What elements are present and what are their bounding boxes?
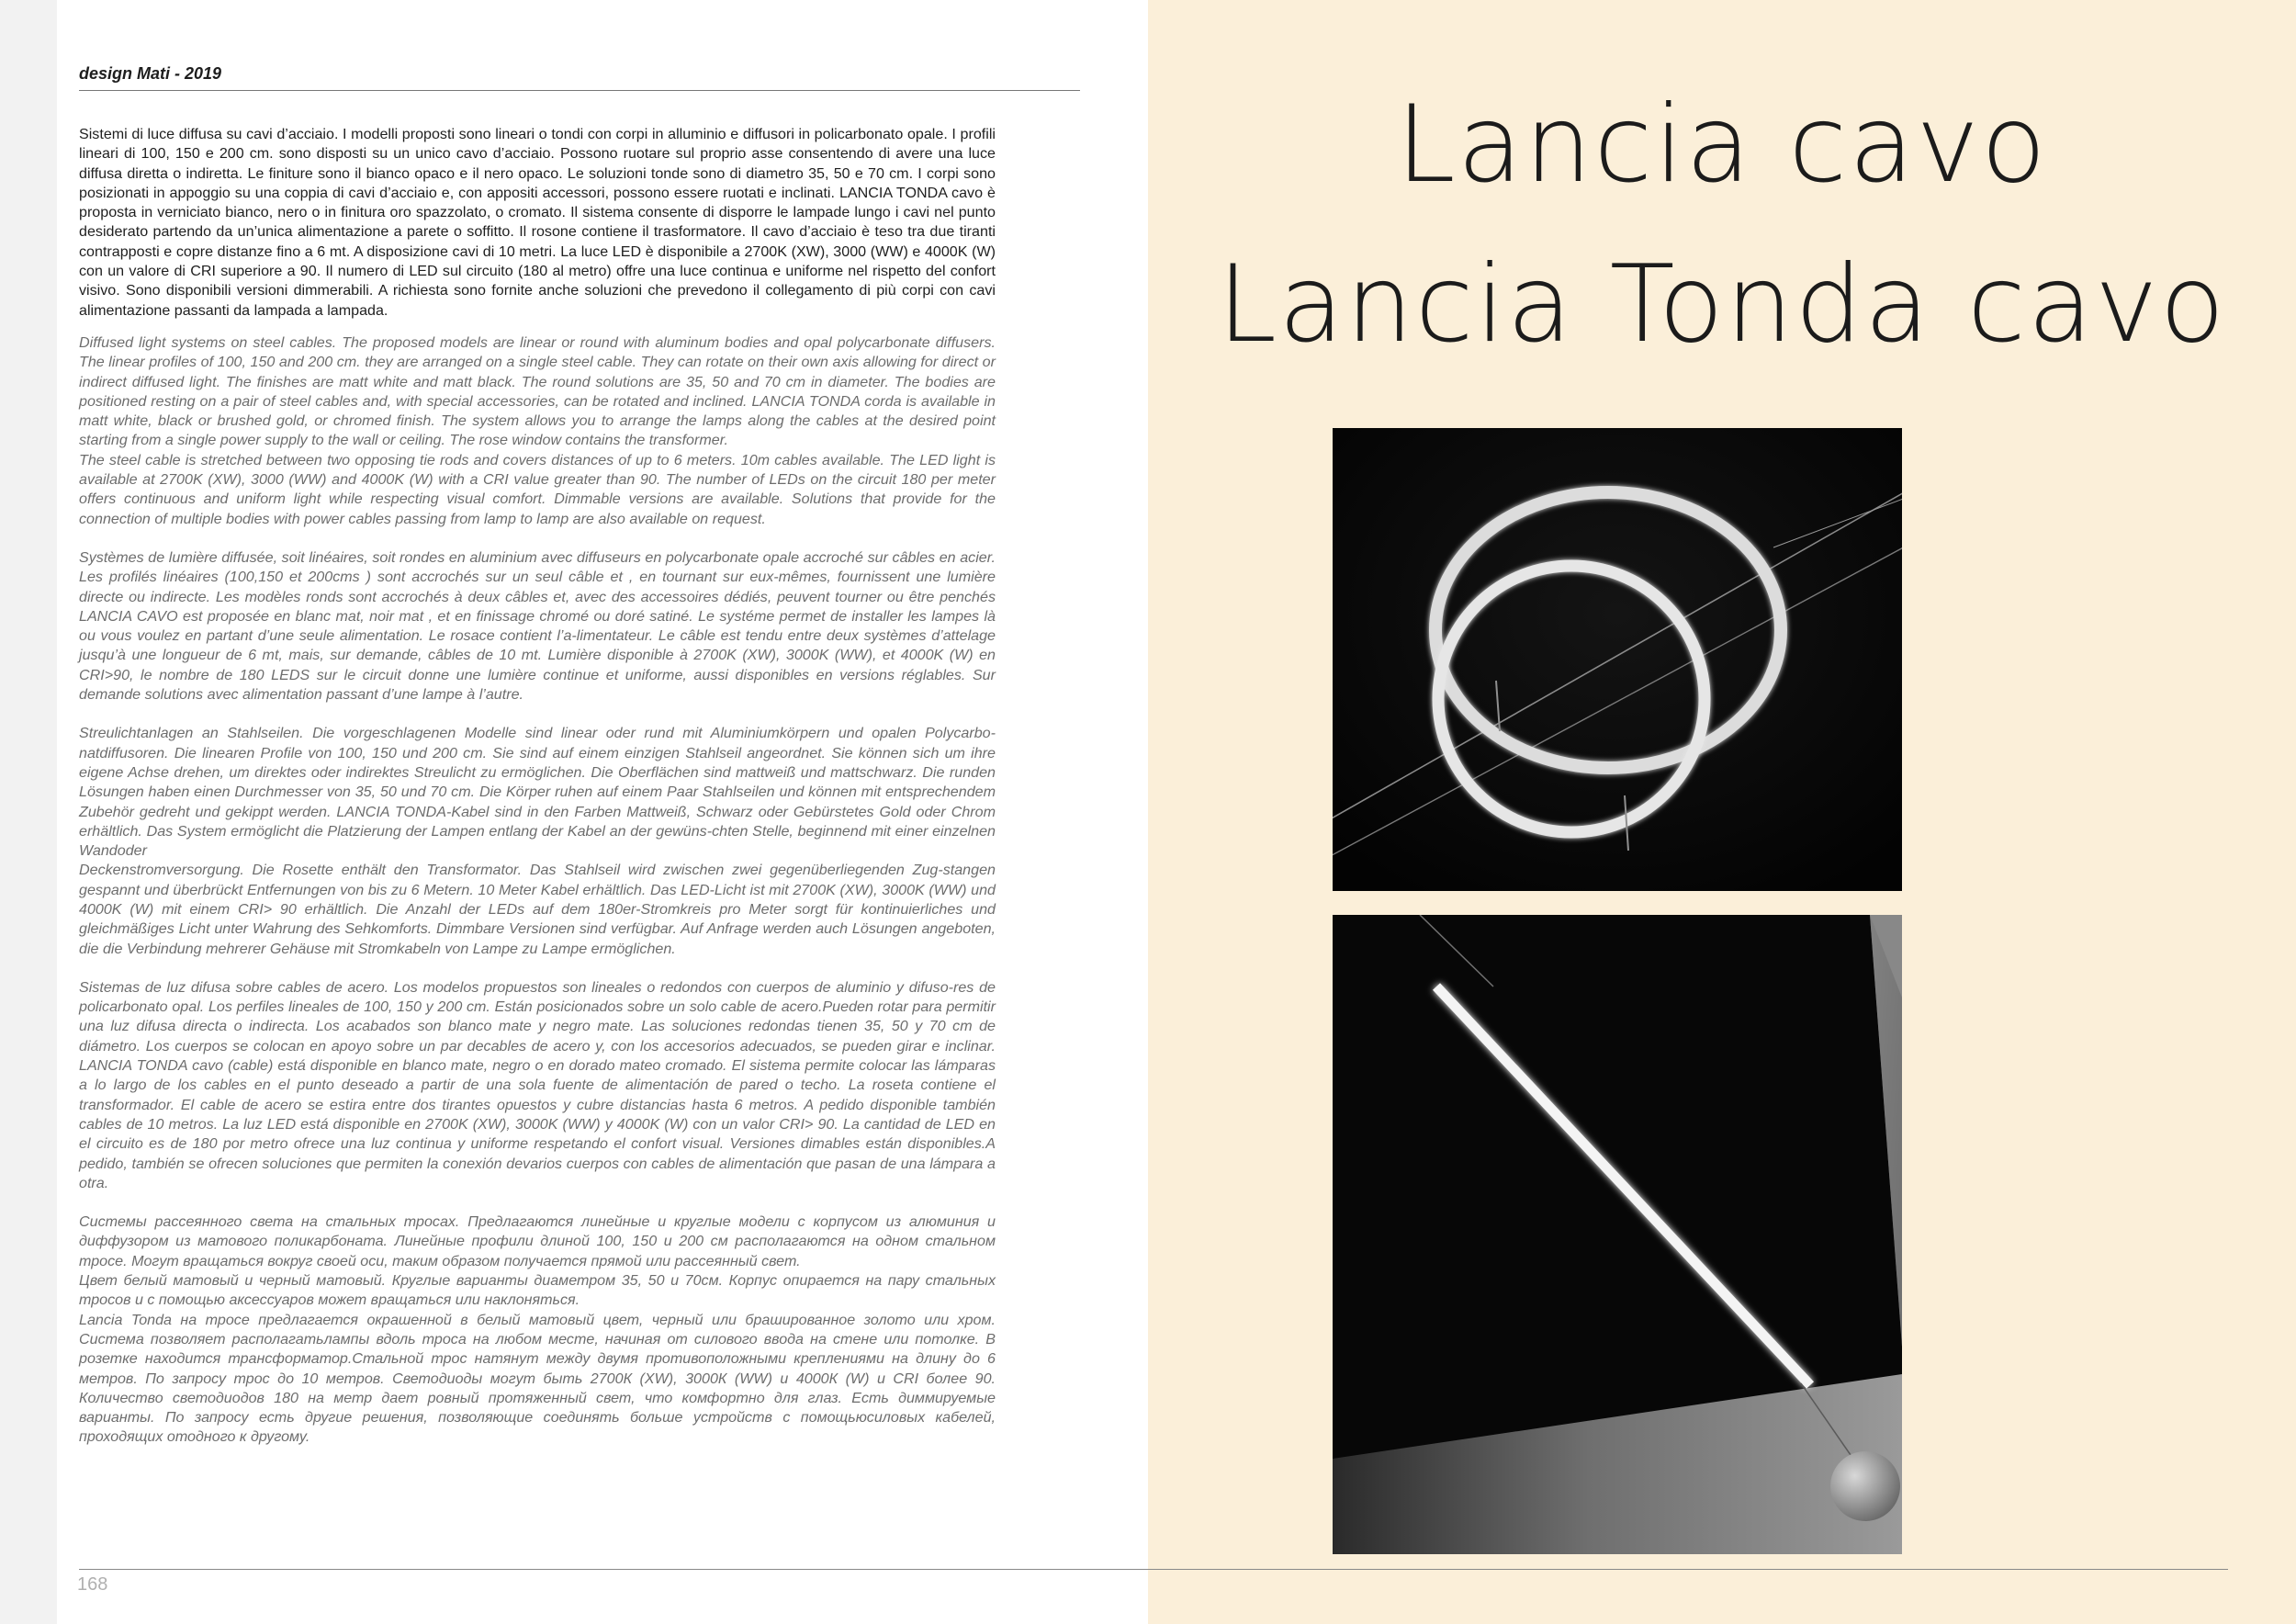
product-title-line2: Lancia Tonda cavo (1217, 242, 2227, 367)
description-russian: Системы рассеянного света на стальных тросах. Предлагаются линейные и круглые модели с корпусом из алюминия и диффузором из матового поликарбоната. Линейные профили длиной 100, 150 и 200 см располагаются на одном стальном тросе. Могут вращаться вокруг своей оси, таким образом получается прямой или рассеянный свет. Цвет белый матовый и черный матовый. Круглые варианты диаметром 35, 50 и 70см. Корпус опирается на пару стальных тросов и с помощью аксессуаров может вращаться или наклоняться. Lancia Tonda на тросе предлагается окрашенной в белый матовый цвет, черный или брашированное золото или хром. Система позволяет располагатьлампы вдоль троса на любом месте, начиная от силового ввода на стене или потолке. В розетке находится трансформатор.Стальной трос натянут между двумя противоположными креплениями на длину до 6 метров. По запросу трос до 10 метров. Светодиоды могут быть 2700К (XW), 3000К (WW) и 4000К (W) и CRI более 90. Количество светодиодов 180 на метр дает ровный протяженный свет, что комфортно для глаз. Есть диммируемые варианты. По запросу есть другие решения, позволяющие соединять больше устройств с помощьюсиловых кабелей, проходящих отодного к другому. (79, 1213, 996, 1446)
ring-lamps-illustration (1333, 428, 1902, 891)
photo-ring-lamps (1333, 428, 1902, 891)
description-column (79, 125, 996, 1467)
header-label: design Mati - 2019 (79, 64, 222, 83)
header-divider (79, 90, 1080, 91)
page-number: 168 (77, 1574, 108, 1595)
description-english: Diffused light systems on steel cables. The proposed models are linear or round with aluminum bodies and opal polycarbonate diffusers. The linear profiles of 100, 150 and 200 cm. they are arranged on a single steel cable. They can rotate on their own axis allowing for direct or indirect diffused light. The finishes are matt white and matt black. The round solutions are 35, 50 and 70 cm in diameter. The bodies are positioned resting on a pair of steel cables and, with special accessories, can be rotated and inclined. LANCIA TONDA corda is available in matt white, black or brushed gold, or chromed finish. The system allows you to arrange the lamps along the cables at the desired point starting from a single power supply to the wall or ceiling. The rose window contains the transformer. The steel cable is stretched between two opposing tie rods and covers distances of up to 6 meters. 10m cables available. The LED light is available at 2700K (XW), 3000 (WW) and 4000K (W) with a CRI value greater than 90. The number of LEDs on the circuit 180 per meter offers continuous and uniform light while respecting visual comfort. Dimmable versions are available. Solutions that provide for the connection of multiple bodies with power cables passing from lamp to lamp are also available on request. (79, 333, 996, 527)
photo-linear-lamp (1333, 915, 1902, 1554)
description-french: Systèmes de lumière diffusée, soit linéaires, soit rondes en aluminium avec diffuseurs en polycarbonate opale accroché sur câbles en acier. Les profilés linéaires (100,150 et 200cms ) sont accrochés sur un seul câble et , en tournant sur eux-mêmes, fournissent une lumière directe ou indirecte. Les modèles ronds sont accrochés à deux câbles et, avec des accessoires dédiés, peuvent tourner ou être penchés LANCIA CAVO est proposée en blanc mat, noir mat , et en finissage chromé ou doré satiné. Le systéme permet de installer les lampes là ou vous voulez en partant d’une seule alimentation. Le rosace contient l’a-limentateur. Le câble est tendu entre deux systèmes d’attelage jusqu’à une longueur de 6 mt, mais, sur demande, câbles de 10 mt. Lumière disponible à 2700K (XW), 3000K (WW), et 4000K (W) en CRI>90, le nombre de 180 LEDS sur le circuit donne une lumière continue et uniforme, aussi disponibles en versions réglables. Sur demande solutions avec alimentation passant d’une lampe à l’autre. (79, 548, 996, 704)
product-title-line1: Lancia cavo (1396, 83, 2048, 207)
description-spanish: Sistemas de luz difusa sobre cables de acero. Los modelos propuestos son lineales o redondos con cuerpos de aluminio y difuso-res de policarbonato opal. Los perfiles lineales de 100, 150 y 200 cm. Están posicionados sobre un solo cable de acero.Pueden rotar para permitir una luz difusa directa o indirecta. Los acabados son blanco mate y negro mate. Las soluciones redondas tienen 35, 50 y 70 cm de diámetro. Los cuerpos se colocan en apoyo sobre un par decables de acero y, con los accesorios adecuados, se pueden girar e inclinar. LANCIA TONDA cavo (cable) está disponible en blanco mate, negro o en dorado mateo cromado. El sistema permite colocar las lámparas a lo largo de los cables en el punto deseado a partir de una sola fuente de alimentación de pared o techo. La roseta contiene el transformador. El cable de acero se estira entre dos tirantes opuestos y cubre distancias hasta 6 metros. A pedido disponible también cables de 10 metros. La luz LED está disponible en 2700K (XW), 3000K (WW) y 4000K (W) con un valor CRI> 90. La cantidad de LED en el circuito es de 180 por metro ofrece una luz continua y uniforme respetando el confort visual. Versiones dimables están disponibles.A pedido, también se ofrecen soluciones que permiten la conexión devarios cuerpos con cables de alimentación que pasan de una lámpara a otra. (79, 978, 996, 1191)
description-italian: Sistemi di luce diffusa su cavi d’acciaio. I modelli proposti sono lineari o tondi con corpi in alluminio e diffusori in policarbonato opale. I profili lineari di 100, 150 e 200 cm. sono disposti su un unico cavo d’acciaio. Possono ruotare sul proprio asse consentendo di avere una luce diffusa diretta o indiretta. Le finiture sono il bianco opaco e il nero opaco. Le soluzioni tonde sono di diametro 35, 50 e 70 cm. I corpi sono posizionati in appoggio su una coppia di cavi d’acciaio e, con appositi accessori, possono essere ruotati e inclinati. LANCIA TONDA cavo è proposta in verniciato bianco, nero o in finitura oro spazzolato, o cromato. Il sistema consente di disporre le lampade lungo i cavi nel punto desiderato partendo da un’unica alimentazione a parete o soffitto. Il rosone contiene il trasformatore. Il cavo d’acciaio è teso tra due tiranti contrapposti e copre distanze fino a 6 mt. A disposizione cavi di 10 metri. La luce LED è disponibile a 2700K (XW), 3000 (WW) e 4000K (W) con un valore di CRI superiore a 90. Il numero di LED sul circuito (180 al metro) offre una luce continua e uniforme nel rispetto del confort visivo. Sono disponibili versioni dimmerabili. A richiesta sono fornite anche soluzioni che prevedono il collegamento di più corpi con cavi alimentazione passanti da lampada a lampada. (79, 126, 996, 319)
footer-divider (79, 1569, 2228, 1570)
description-german: Streulichtanlagen an Stahlseilen. Die vorgeschlagenen Modelle sind linear oder rund mit Aluminiumkörpern und opalen Polycarbo-natdiffusoren. Die linearen Profile von 100, 150 und 200 cm. Sie sind auf einem einzigen Stahlseil angeordnet. Sie können sich um ihre eigene Achse drehen, um direktes oder indirektes Streulicht zu ermöglichen. Die Oberflächen sind mattweiß und mattschwarz. Die runden Lösungen haben einen Durchmesser von 35, 50 und 70 cm. Die Körper ruhen auf einem Paar Stahlseilen und können mit entsprechendem Zubehör gedreht und gekippt werden. LANCIA TONDA-Kabel sind in den Farben Mattweiß, Schwarz oder Gebürstetes Gold oder Chrom erhältlich. Das System ermöglicht die Platzierung der Lampen entlang der Kabel an der gewüns-chten Stelle, beginnend mit einer einzelnen Wandoder Deckenstromversorgung. Die Rosette enthält den Transformator. Das Stahlseil wird zwischen zwei gegenüberliegenden Zug-stangen gespannt und überbrückt Entfernungen von bis zu 6 Metern. 10 Meter Kabel erhältlich. Das LED-Licht ist mit 2700K (XW), 3000K (WW) und 4000K (W) mit einem CRI> 90 erhältlich. Die Anzahl der LEDs auf dem 180er-Stromkreis pro Meter sorgt für kontinuierliches und gleichmäßiges Licht unter Wahrung des Sehkomforts. Dimmbare Versionen sind verfügbar. Auf Anfrage werden auch Lösungen angeboten, die die Verbindung mehrerer Gehäuse mit Stromkabeln von Lampe zu Lampe ermöglichen. (79, 725, 996, 957)
linear-lamp-illustration (1333, 915, 1902, 1554)
